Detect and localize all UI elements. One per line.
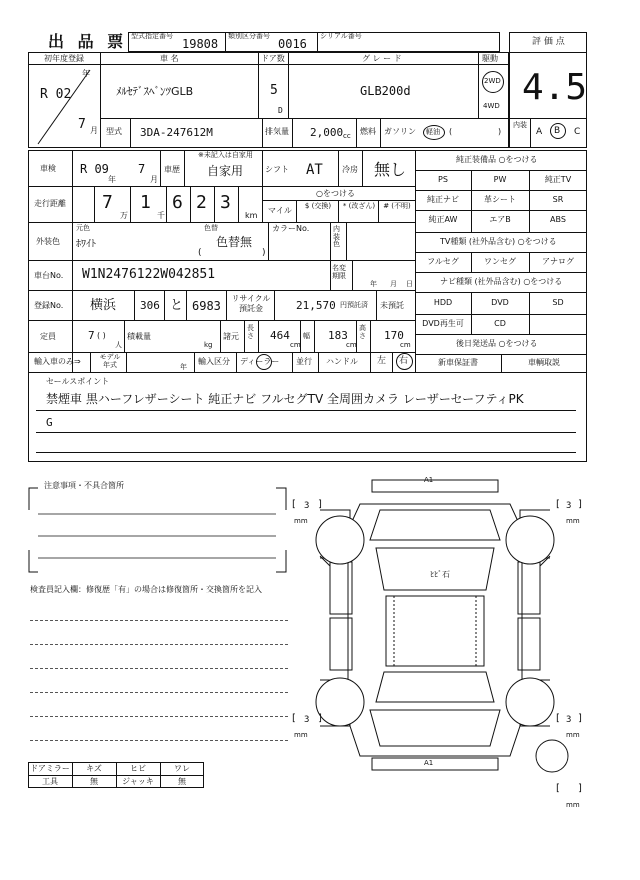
mileage-digit-2: 1 — [140, 192, 151, 213]
navi-sd: SD — [552, 298, 564, 307]
tire-fr-bracket: [ — [556, 499, 560, 510]
navi-type-label: ナビ種類 (社外品含む) ○をつける — [440, 277, 563, 286]
width-value: 183 — [328, 329, 348, 342]
year-unit: 年 — [82, 69, 90, 78]
length-unit: cm — [290, 341, 301, 349]
color-chg-paren-close: ) — [262, 248, 266, 258]
interior-a: A — [536, 127, 543, 137]
capacity-value: 7 — [88, 329, 95, 342]
type-approval-label: 型式指定番号 — [131, 32, 173, 40]
dims-label: 諸元 — [223, 332, 239, 341]
inspection-month: 7 — [138, 162, 146, 176]
color-no-label: カラーNo. — [272, 224, 310, 233]
load-unit: kg — [204, 341, 213, 349]
expiry-year: 年 — [370, 280, 377, 288]
legend-tools-value: 無 — [90, 777, 98, 786]
displacement-value: 2,000 — [310, 126, 344, 139]
mileage-digit-4: 2 — [196, 192, 207, 213]
expiry-month: 月 — [390, 280, 397, 288]
tv-analog: アナログ — [542, 257, 574, 266]
capacity-paren: ( ) — [97, 331, 106, 340]
mileage-label: 走行距離 — [34, 199, 66, 208]
equip-abs: ABS — [550, 215, 566, 224]
model-year-unit: 年 — [180, 363, 187, 371]
inspection-month-unit: 月 — [150, 175, 158, 184]
length-label: 長さ — [247, 324, 254, 340]
interior-c: C — [574, 127, 581, 137]
windshield-mark: ﾋﾋﾞ石 — [430, 570, 450, 579]
first-reg-era: R 02 — [40, 87, 72, 102]
caution-bracket — [28, 481, 288, 576]
rear-bumper-mark: A1 — [424, 759, 434, 767]
equip-navi: 純正ナビ — [427, 195, 459, 204]
orig-color-label: 元色 — [76, 224, 90, 232]
sheet-title: 出 品 票 — [48, 32, 128, 51]
inspection-label: 車検 — [40, 164, 56, 173]
tire-rr-unit: mm — [566, 731, 580, 739]
chassis-label: 車台No. — [34, 271, 64, 280]
tamper-option: * (改ざん) — [342, 202, 376, 210]
rating-value: 4.5 — [522, 67, 588, 108]
equip-tv: 純正TV — [544, 175, 572, 184]
tire-rl-bracket-close: ] — [318, 713, 322, 724]
grade-value: GLB200d — [360, 84, 411, 98]
mileage-km: km — [245, 211, 258, 220]
category-no: 0016 — [278, 37, 307, 51]
displacement-unit: cc — [343, 132, 351, 140]
tire-rl-depth: 3 — [304, 715, 310, 725]
capacity-unit: 人 — [115, 341, 122, 349]
history-label: 車歴 — [164, 165, 180, 174]
equip-sr: SR — [552, 195, 564, 204]
first-reg-month: 7 — [78, 117, 86, 132]
caution-label: 注意事項・不具合箇所 — [44, 481, 124, 490]
equip-pw: PW — [493, 175, 507, 184]
mileage-note: ○をつける — [316, 189, 355, 198]
history-value: 自家用 — [207, 164, 244, 178]
navi-cd: CD — [494, 319, 506, 328]
later-warranty: 新車保証書 — [438, 358, 478, 367]
tv-fullseg: フルセグ — [427, 257, 459, 266]
interior-b: B — [554, 126, 561, 136]
height-value: 170 — [384, 329, 404, 342]
length-value: 464 — [270, 329, 290, 342]
spare-bracket-close: ] — [578, 783, 582, 794]
legend-break: ワレ — [174, 764, 190, 773]
legend-scratch: キズ — [86, 764, 102, 773]
recycle-label: リサイクル預託金 — [231, 294, 271, 313]
tv-oneseg: ワンセグ — [484, 257, 516, 266]
doors-label: ドア数 — [261, 54, 285, 63]
tire-fr-depth: 3 — [566, 501, 572, 511]
capacity-label: 定員 — [40, 332, 56, 341]
inspector-label: 検査員記入欄：修復歴「有」の場合は修復箇所・交換箇所を記入 — [30, 585, 262, 594]
tire-fl-bracket-close: ] — [318, 499, 322, 510]
serial-label: シリアル番号 — [320, 32, 362, 40]
fuel-label: 燃料 — [360, 127, 376, 136]
doors-value: 5 — [270, 83, 278, 98]
history-note: ※未記入は自家用 — [198, 151, 253, 159]
mileage-sen: 千 — [157, 211, 165, 220]
reg-label: 登録No. — [34, 301, 64, 310]
mileage-digit-3: 6 — [172, 192, 183, 213]
first-reg-label: 初年度登録 — [44, 54, 84, 63]
interior-label: 内装 — [513, 121, 527, 129]
expiry-label: 名変期限 — [332, 264, 346, 281]
navi-dvd: DVD — [491, 298, 509, 307]
inspection-value: R 09 — [80, 162, 109, 176]
tire-fr-unit: mm — [566, 517, 580, 525]
sales-points-label: セールスポイント — [46, 377, 110, 386]
spare-bracket: [ — [556, 783, 560, 794]
grade-label: グ レ ー ド — [362, 54, 402, 63]
steering-label: ハンドル — [326, 357, 358, 366]
equip-leather: 革シート — [484, 195, 516, 204]
import-dealer: ディーラー — [240, 357, 280, 366]
sales-points-text: 禁煙車 黒ハーフレザーシート 純正ナビ フルセグTV 全周囲カメラ レーザーセーフティPK — [46, 392, 524, 406]
tire-fl-bracket: [ — [292, 499, 296, 510]
std-equipment-label: 純正装備品 ○をつける — [456, 155, 538, 164]
displacement-label: 排気量 — [265, 127, 289, 136]
recycle-unit: 円預託済 — [340, 301, 368, 309]
fuel-other-close: ) — [498, 127, 502, 136]
drive-4wd: 4WD — [483, 102, 500, 110]
color-chg-value: 色替無 — [216, 235, 253, 249]
tire-rr-depth: 3 — [566, 715, 572, 725]
model-value: 3DA-247612M — [140, 126, 213, 139]
mileage-man: 万 — [120, 211, 128, 220]
color-chg-paren-open: ( — [198, 248, 202, 258]
tire-rl-unit: mm — [294, 731, 308, 739]
exchange-option: $ (交換) — [304, 202, 332, 210]
ac-value: 無し — [374, 160, 407, 179]
month-unit: 月 — [90, 126, 98, 135]
color-chg-label: 色替 — [204, 224, 218, 232]
mile-option: マイル — [268, 206, 292, 215]
recycle-value: 21,570 — [296, 299, 336, 312]
car-name: ﾒﾙｾﾃﾞｽﾍﾞﾝﾂGLB — [116, 85, 194, 98]
type-approval-no: 19808 — [182, 37, 219, 51]
chassis-value: W1N2476122W042851 — [82, 267, 216, 282]
expiry-day: 日 — [406, 280, 413, 288]
legend-jack: ジャッキ — [122, 777, 154, 786]
width-unit: cm — [346, 341, 357, 349]
front-bumper-mark: A1 — [424, 476, 434, 484]
navi-dvd-play: DVD再生可 — [422, 319, 464, 328]
fuel-diesel: 軽油 — [426, 128, 440, 136]
color-label: 外装色 — [36, 237, 60, 246]
fuel-gasoline: ガソリン — [384, 127, 416, 136]
equip-ps: PS — [438, 175, 448, 184]
drive-2wd: 2WD — [484, 77, 501, 85]
height-unit: cm — [400, 341, 411, 349]
tire-rl-bracket: [ — [292, 713, 296, 724]
height-label: 高さ — [359, 324, 366, 340]
later-items-label: 後日発送品 ○をつける — [456, 339, 538, 348]
drive-label: 駆動 — [482, 54, 498, 63]
legend-door-mirror: ドアミラー — [30, 764, 70, 773]
category-label: 類別区分番号 — [228, 32, 270, 40]
tire-fl-unit: mm — [294, 517, 308, 525]
model-year-label: モデル年式 — [99, 353, 121, 369]
car-name-label: 車 名 — [160, 54, 179, 63]
import-class-label: 輸入区分 — [198, 357, 230, 366]
spare-unit: mm — [566, 801, 580, 809]
mileage-digit-1: 7 — [102, 192, 113, 213]
tire-fr-bracket-close: ] — [578, 499, 582, 510]
steering-right: 右 — [399, 356, 409, 366]
int-color-label: 内装色 — [333, 225, 340, 249]
later-manual: 車輌取説 — [528, 358, 560, 367]
unknown-option: # (不明) — [383, 202, 411, 210]
door-type: D — [278, 106, 283, 115]
tire-fl-depth: 3 — [304, 501, 310, 511]
reg-class: 306 — [140, 299, 160, 312]
sales-line-2: G — [46, 416, 53, 429]
navi-hdd: HDD — [433, 298, 453, 307]
fuel-other-open: ( — [449, 127, 453, 136]
tire-rr-bracket-close: ] — [578, 713, 582, 724]
ac-label: 冷房 — [342, 165, 358, 174]
shift-value: AT — [306, 162, 323, 178]
orig-color-value: ﾎﾜｲﾄ — [76, 239, 96, 250]
model-label: 型式 — [106, 127, 122, 136]
steering-left: 左 — [377, 356, 387, 366]
load-label: 積載量 — [127, 332, 151, 341]
import-label: 輸入車のみ⇒ — [34, 357, 81, 366]
legend-jack-value: 無 — [178, 777, 186, 786]
recycle-unpaid: 未預託 — [380, 301, 404, 310]
reg-kana: と — [170, 298, 184, 313]
equip-aw: 純正AW — [428, 215, 458, 224]
reg-number: 6983 — [192, 299, 221, 313]
equip-airbag: エアB — [489, 215, 511, 224]
import-parallel: 並行 — [296, 357, 312, 366]
mileage-digit-5: 3 — [220, 192, 231, 213]
car-diagram — [290, 470, 590, 810]
shift-label: シフト — [265, 165, 289, 174]
tire-rr-bracket: [ — [556, 713, 560, 724]
rating-label: 評 価 点 — [532, 37, 565, 47]
legend-tools: 工具 — [42, 777, 58, 786]
tv-type-label: TV種類 (社外品含む) ○をつける — [440, 237, 557, 246]
legend-crack: ヒビ — [130, 764, 146, 773]
reg-area: 横浜 — [90, 298, 117, 313]
width-label: 幅 — [303, 332, 310, 340]
inspection-year-unit: 年 — [108, 175, 116, 184]
